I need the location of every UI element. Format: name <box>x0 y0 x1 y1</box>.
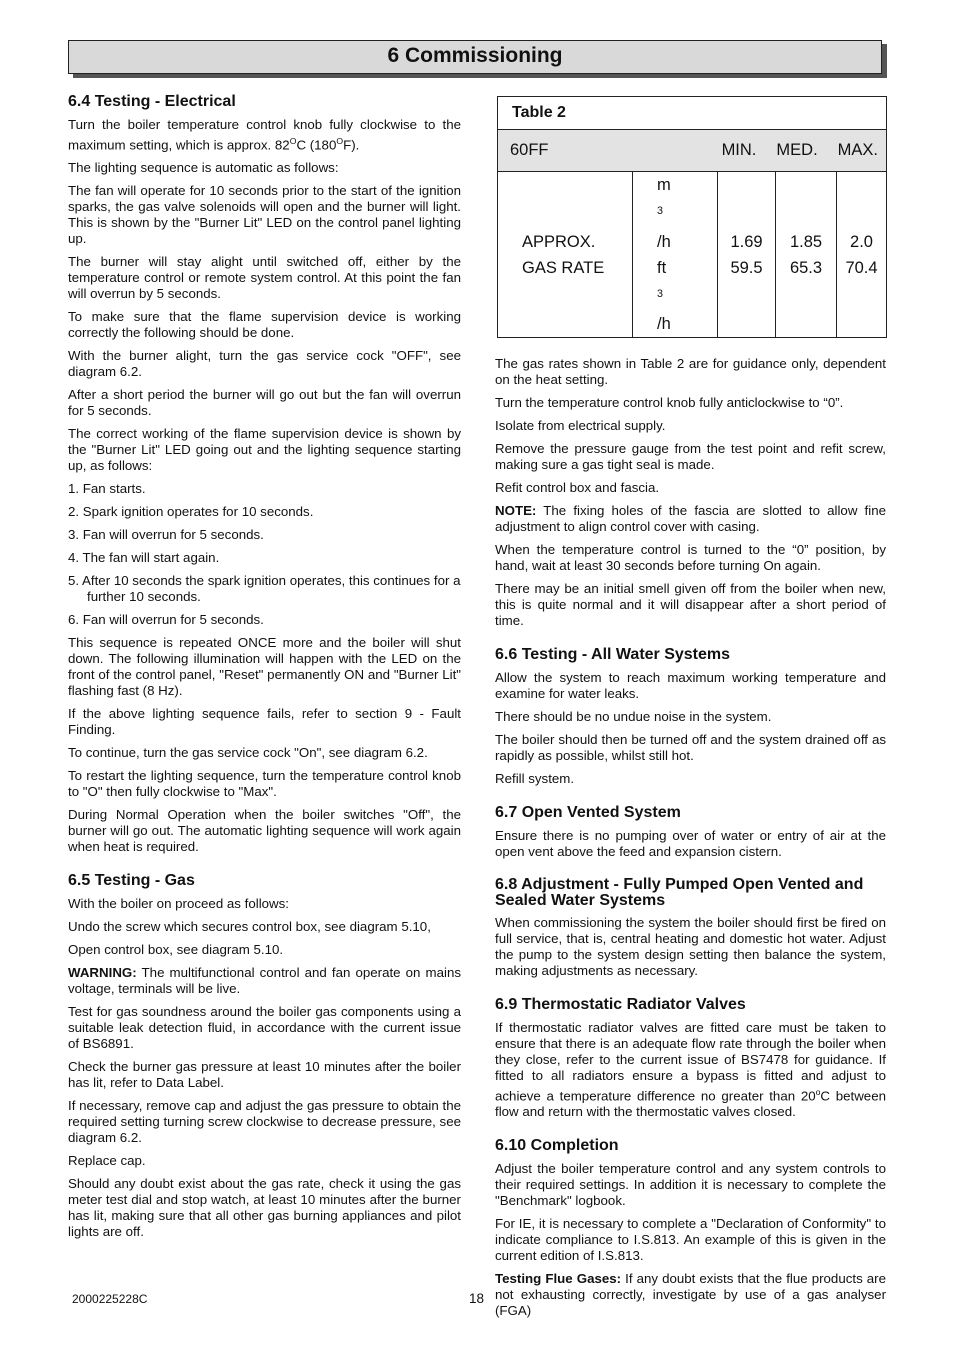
paragraph <box>68 117 461 153</box>
paragraph: With the boiler on proceed as follows: <box>68 896 289 912</box>
paragraph: The gas rates shown in Table 2 are for guidance only, dependent on the heat setting. <box>495 356 886 387</box>
list-item: 4. The fan will start again. <box>68 550 220 566</box>
document-code: 2000225228C <box>72 1292 148 1306</box>
row-label-cell <box>498 172 633 338</box>
paragraph: Replace cap. <box>68 1153 146 1169</box>
paragraph: Check the burner gas pressure at least 10 minutes after the boiler has lit, refer to Data Label. <box>68 1059 461 1091</box>
flue-text: If any doubt exists that the flue products are not exhausting correctly, investigate by use of a gas analyser (FGA) <box>495 1271 886 1319</box>
unit-sup: 3 <box>657 287 663 300</box>
max-label: MAX. <box>837 141 878 159</box>
paragraph: The burner will stay alight until switched off, either by the temperature control or remote system control. At this point the fan will overrun by 5 seconds. <box>68 254 461 302</box>
list-item: 5. After 10 seconds the spark ignition operates, this continues for a further 10 seconds. <box>68 573 461 605</box>
section-heading: 6.9 Thermostatic Radiator Valves <box>495 996 746 1013</box>
table-header <box>498 130 887 172</box>
unit-tail: /h <box>657 315 671 333</box>
list-item: 3. Fan will overrun for 5 seconds. <box>68 527 264 543</box>
paragraph: The boiler should then be turned off and the system drained off as rapidly as possible, whilst still hot. <box>495 732 886 763</box>
paragraph: To make sure that the flame supervision device is working correctly the following should be done. <box>68 309 461 341</box>
section-6-7 <box>495 804 886 860</box>
list-item: 1. Fan starts. <box>68 481 146 497</box>
paragraph: During Normal Operation when the boiler switches "Off", the burner will go out. The automatic lighting sequence will work again when heat is required. <box>68 807 461 855</box>
table-caption: Table 2 <box>498 97 887 130</box>
gas-rate-table <box>497 96 887 338</box>
row-label: GAS RATE <box>522 258 605 277</box>
paragraph: When the temperature control is turned to the “0” position, by hand, wait at least 30 seconds before turning On again. <box>495 542 886 573</box>
paragraph: Open control box, see diagram 5.10. <box>68 942 284 958</box>
paragraph: The fan will operate for 10 seconds prior to the start of the ignition sparks, the gas valve solenoids will open and the burner will light. This is shown by the "Burner Lit" LED on the control panel lighting up. <box>68 183 461 247</box>
flue-label: Testing Flue Gases: <box>495 1271 622 1287</box>
paragraph: Allow the system to reach maximum working temperature and examine for water leaks. <box>495 670 886 701</box>
flue-paragraph <box>495 1271 886 1319</box>
min-label: MIN. <box>721 141 757 159</box>
unit-base: ft <box>657 258 667 277</box>
med-m3-value: 1.85 <box>789 232 823 251</box>
superscript: O <box>289 136 297 146</box>
section-6-8 <box>495 877 886 979</box>
section-heading: 6.5 Testing - Gas <box>68 872 195 890</box>
unit-cell <box>633 172 718 338</box>
min-ft3-value: 59.5 <box>730 258 763 277</box>
paragraph: Refit control box and fascia. <box>495 480 660 495</box>
max-cell <box>837 172 887 338</box>
model-label: 60FF <box>510 141 549 159</box>
row-label: APPROX. <box>522 232 596 251</box>
superscript: O <box>336 136 344 146</box>
paragraph: The correct working of the flame supervision device is shown by the "Burner Lit" LED going out and the lighting sequence starting up, as follows: <box>68 426 461 474</box>
table-header-row <box>498 130 887 172</box>
section-6-5 <box>68 872 461 1240</box>
paragraph: Adjust the boiler temperature control and any system controls to their required settings. In addition it is necessary to complete the "Benchmark" logbook. <box>495 1161 886 1209</box>
note-text: The fixing holes of the fascia are slotted to allow fine adjustment to align control cover with casing. <box>495 503 886 534</box>
paragraph: There may be an initial smell given off from the boiler when new, this is quite normal and it will disappear after a short period of time. <box>495 581 886 628</box>
max-m3-value: 2.0 <box>850 232 873 251</box>
table-row <box>498 172 887 338</box>
paragraph: Test for gas soundness around the boiler gas components using a suitable leak detection fluid, in accordance with the current issue of BS6891. <box>68 1004 461 1052</box>
paragraph: Refill system. <box>495 771 575 786</box>
paragraph: The lighting sequence is automatic as follows: <box>68 160 339 176</box>
paragraph: To restart the lighting sequence, turn the temperature control knob to "O" then fully clockwise to "Max". <box>68 768 461 800</box>
text: C between flow and return with the thermostatic valves closed. <box>495 1088 886 1120</box>
paragraph: When commissioning the system the boiler should first be fired on full service, that is, central heating and domestic hot water. Adjust the pump to the system design setting then balance the system, making adjustments as necessary. <box>495 915 886 978</box>
unit-imperial <box>657 255 717 338</box>
note-label: NOTE: <box>495 503 537 518</box>
chapter-title: 6 Commissioning <box>387 44 563 67</box>
section-6-4 <box>68 93 461 855</box>
paragraph: If necessary, remove cap and adjust the gas pressure to obtain the required setting turning screw clockwise to decrease pressure, see diagram 6.2. <box>68 1098 461 1146</box>
section-6-10 <box>495 1137 886 1319</box>
paragraph <box>495 1020 886 1120</box>
warning-text: The multifunctional control and fan operate on mains voltage, terminals will be live. <box>68 965 461 997</box>
page-number: 18 <box>469 1291 485 1306</box>
note-paragraph <box>495 503 886 535</box>
superscript: o <box>815 1087 821 1097</box>
paragraph: There should be no undue noise in the system. <box>495 709 772 724</box>
text: If thermostatic radiator valves are fitted care must be taken to ensure that there is an adequate flow rate through the boiler when they close, refer to the current issue of BS7478 for guidance. If fitted to all radiators ensure a bypass is fitted and adjust to achieve a temperature difference no greater than 20 <box>495 1020 886 1104</box>
paragraph: For IE, it is necessary to complete a "Declaration of Conformity" to indicate compliance to I.S.813. An example of this is given in the current edition of I.S.813. <box>495 1216 886 1264</box>
med-label: MED. <box>776 141 818 159</box>
table-caption-row <box>498 97 887 130</box>
min-cell <box>718 172 776 338</box>
text: C (180 <box>296 137 337 153</box>
unit-metric <box>657 172 717 255</box>
list-item: 6. Fan will overrun for 5 seconds. <box>68 612 264 628</box>
paragraph: Should any doubt exist about the gas rate, check it using the gas meter test dial and stop watch, at least 10 minutes after the burner has lit, making sure that all other gas burning appliances and pilot lights are off. <box>68 1176 461 1240</box>
unit-base: m <box>657 176 671 194</box>
section-6-6 <box>495 646 886 787</box>
warning-label: WARNING: <box>68 965 137 981</box>
section-heading: 6.8 Adjustment - Fully Pumped Open Vented and Sealed Water Systems <box>495 876 864 909</box>
paragraph: Remove the pressure gauge from the test point and refit screw, making sure a gas tight seal is made. <box>495 441 886 472</box>
right-column <box>495 93 886 1326</box>
paragraph: After a short period the burner will go out but the fan will overrun for 5 seconds. <box>68 387 461 419</box>
paragraph: Undo the screw which secures control box, see diagram 5.10, <box>68 919 431 935</box>
warning-paragraph <box>68 965 461 997</box>
list-item: 2. Spark ignition operates for 10 seconds. <box>68 504 314 520</box>
paragraph: To continue, turn the gas service cock "On", see diagram 6.2. <box>68 745 428 761</box>
med-cell <box>776 172 837 338</box>
section-heading: 6.6 Testing - All Water Systems <box>495 646 731 663</box>
section-heading: 6.4 Testing - Electrical <box>68 93 236 110</box>
min-m3-value: 1.69 <box>730 232 763 251</box>
paragraph: With the burner alight, turn the gas service cock "OFF", see diagram 6.2. <box>68 348 461 380</box>
unit-tail: /h <box>657 232 671 251</box>
left-column <box>68 93 461 1247</box>
text: Turn the boiler temperature control knob fully clockwise to the maximum setting, which is approx. 82 <box>68 117 461 153</box>
chapter-banner <box>68 40 882 74</box>
paragraph: This sequence is repeated ONCE more and the boiler will shut down. The following illumination will happen with the LED on the front of the control panel, "Reset" permanently ON and "Burner Lit" flashing fast (8 Hz). <box>68 635 461 699</box>
section-6-9 <box>495 996 886 1120</box>
med-ft3-value: 65.3 <box>789 258 823 277</box>
unit-sup: 3 <box>657 205 663 217</box>
paragraph: If the above lighting sequence fails, refer to section 9 - Fault Finding. <box>68 706 461 738</box>
section-heading: 6.10 Completion <box>495 1137 619 1155</box>
text: F). <box>343 137 360 153</box>
sequence-list <box>68 481 461 628</box>
max-ft3-value: 70.4 <box>845 258 878 277</box>
paragraph: Isolate from electrical supply. <box>495 418 666 433</box>
post-table-text <box>495 356 886 629</box>
paragraph: Ensure there is no pumping over of water or entry of air at the open vent above the feed and expansion cistern. <box>495 828 886 859</box>
paragraph: Turn the temperature control knob fully anticlockwise to “0”. <box>495 395 844 410</box>
section-heading: 6.7 Open Vented System <box>495 804 681 821</box>
